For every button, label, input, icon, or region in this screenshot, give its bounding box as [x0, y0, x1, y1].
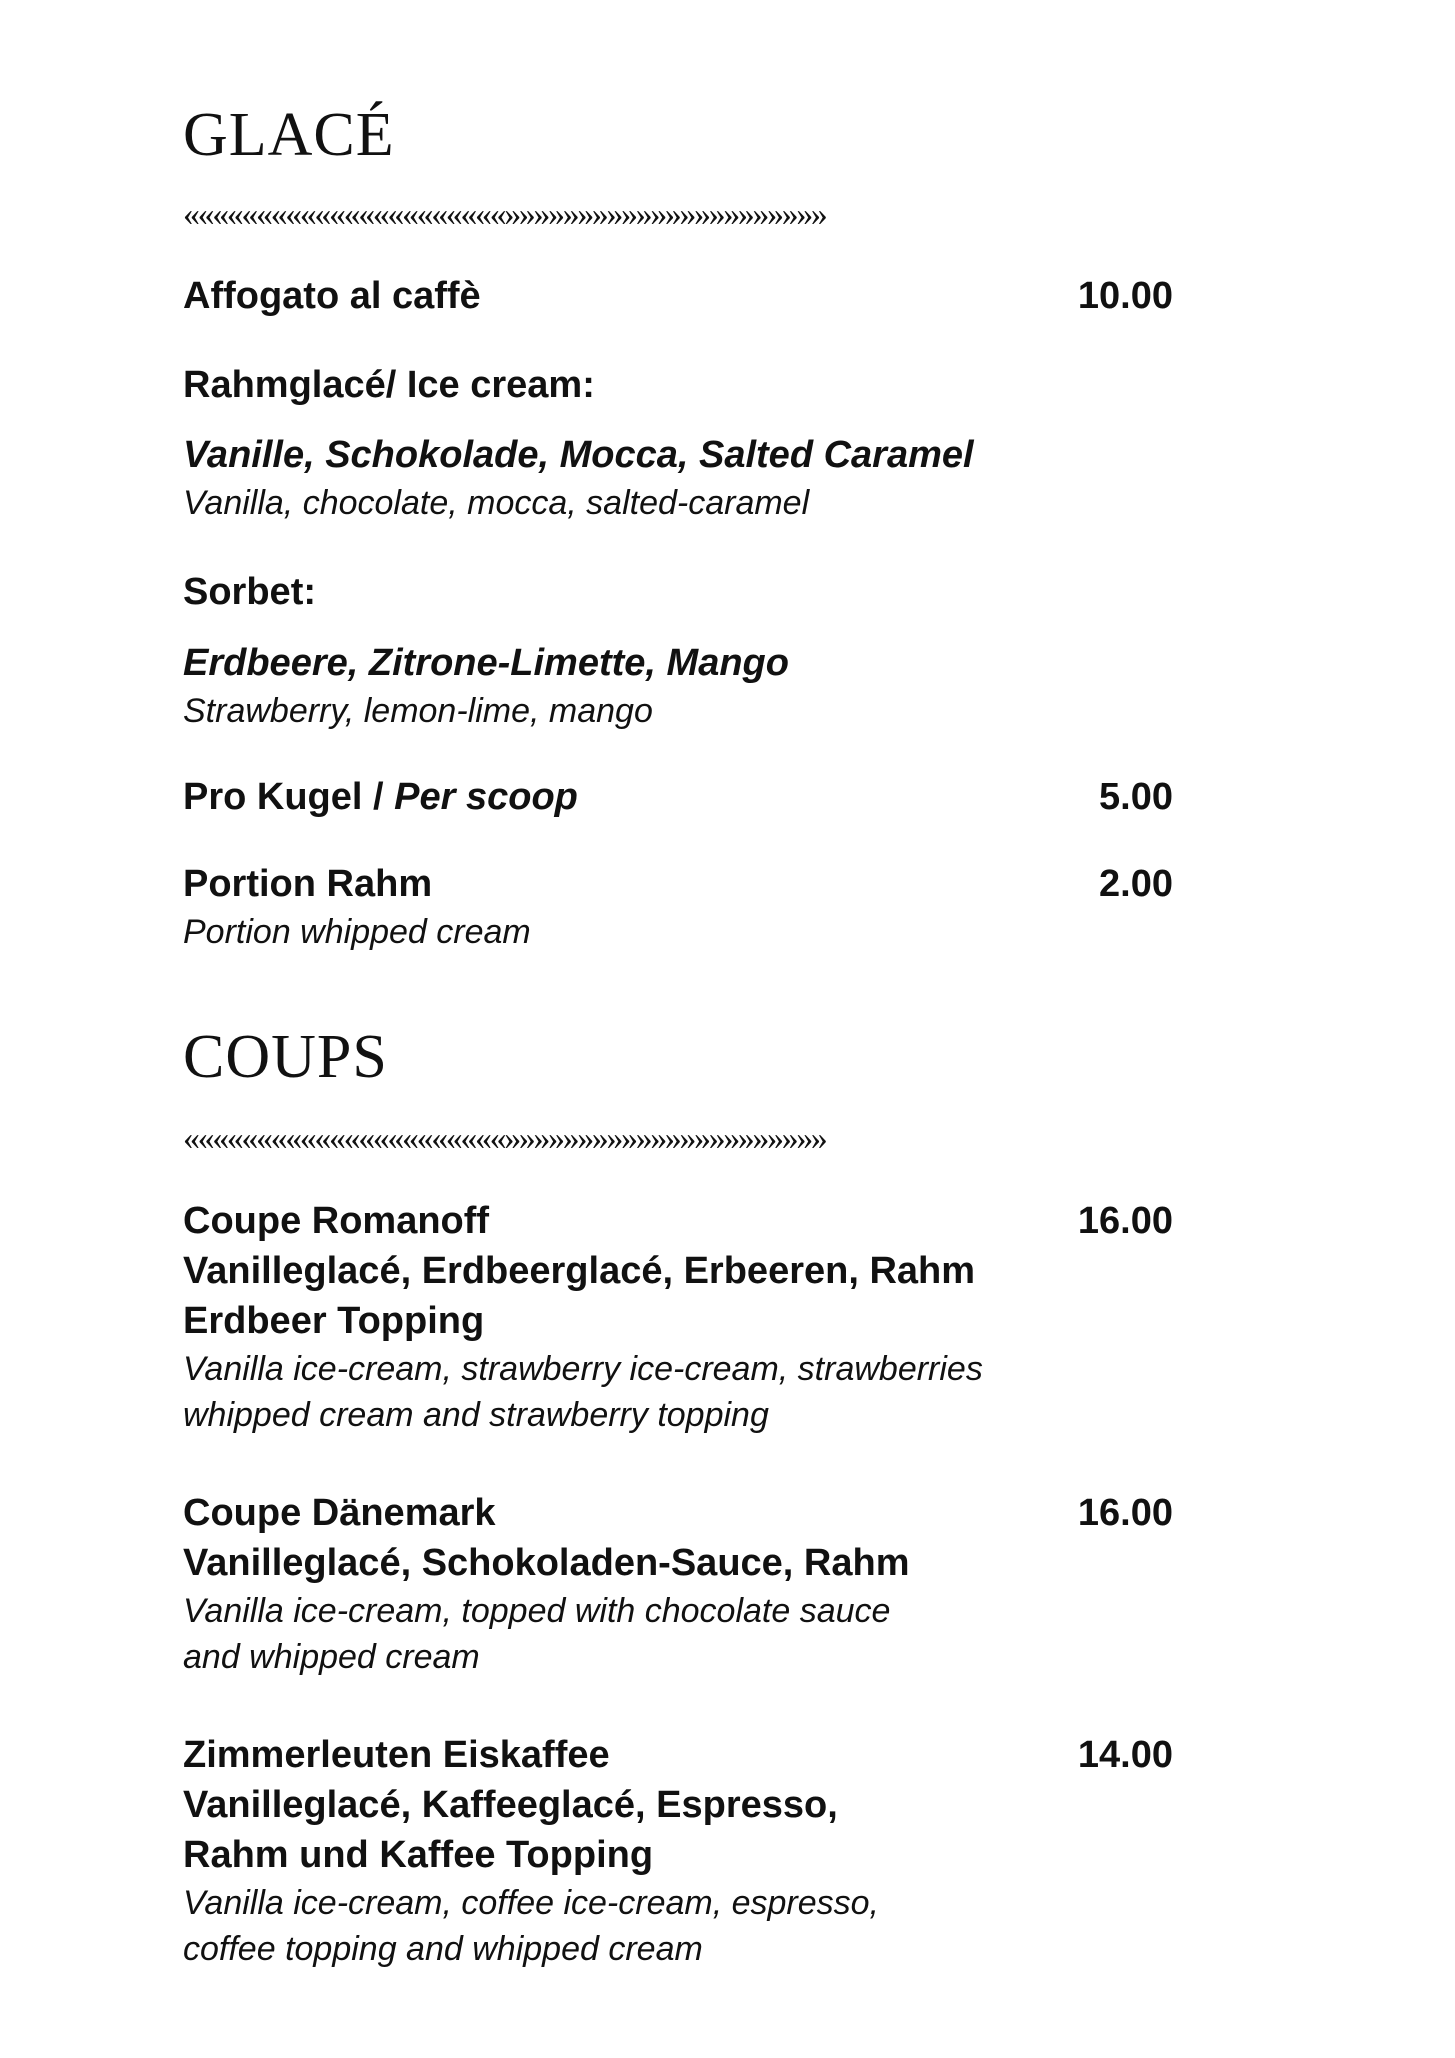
item-name-en: Per scoop [394, 776, 578, 818]
ornamental-divider: ««««««««««««««««««««««»»»»»»»»»»»»»»»»»»»»»» [183, 1120, 826, 1157]
section-title-glace: GLACÉ [183, 101, 395, 169]
item-price: 5.00 [1099, 776, 1173, 818]
item-name: Coupe Dänemark [183, 1492, 496, 1534]
item-name: Coupe Romanoff [183, 1200, 490, 1242]
item-desc-de: Vanilleglacé, Kaffeeglacé, Espresso, [183, 1784, 838, 1826]
item-desc-de: Rahm und Kaffee Topping [183, 1834, 654, 1876]
item-desc: Portion whipped cream [183, 913, 531, 951]
item-desc-de: Vanilleglacé, Schokoladen-Sauce, Rahm [183, 1542, 910, 1584]
item-desc-en: Vanilla ice-cream, strawberry ice-cream, strawberries [183, 1350, 983, 1388]
item-desc-en: Vanilla ice-cream, coffee ice-cream, espresso, [183, 1884, 880, 1922]
sorbet-heading-text: Sorbet: [183, 571, 316, 613]
item-desc-en: Vanilla ice-cream, topped with chocolate sauce [183, 1592, 891, 1630]
sorbet-flavors-en: Strawberry, lemon-lime, mango [183, 692, 653, 730]
item-name-de: Pro Kugel / [183, 776, 395, 818]
menu-item-affogato [183, 271, 1173, 321]
menu-item-per-scoop [183, 772, 1173, 822]
ice-cream-heading-text: Rahmglacé/ Ice cream: [183, 364, 595, 406]
section-title-coups: COUPS [183, 1023, 388, 1091]
item-price: 10.00 [1077, 275, 1173, 317]
menu-item-coupe-daenemark [183, 1488, 1173, 1680]
item-price: 2.00 [1099, 863, 1173, 905]
item-desc-en: whipped cream and strawberry topping [183, 1396, 769, 1434]
item-desc-en: coffee topping and whipped cream [183, 1930, 703, 1968]
item-name: Zimmerleuten Eiskaffee [183, 1734, 610, 1776]
item-desc-de: Erdbeer Topping [183, 1300, 485, 1342]
item-name: Affogato al caffè [183, 275, 481, 317]
menu-item-portion-rahm [183, 859, 1173, 955]
item-name: Portion Rahm [183, 863, 433, 905]
ornamental-divider: ««««««««««««««««««««««»»»»»»»»»»»»»»»»»»»»»» [183, 196, 826, 233]
item-desc-en: and whipped cream [183, 1638, 480, 1676]
item-price: 16.00 [1077, 1492, 1173, 1534]
sorbet-heading [183, 567, 1173, 617]
item-price: 16.00 [1077, 1200, 1173, 1242]
menu-item-coupe-romanoff [183, 1196, 1173, 1438]
item-desc-de: Vanilleglacé, Erdbeerglacé, Erbeeren, Rahm [183, 1250, 976, 1292]
sorbet-flavors-de: Erdbeere, Zitrone-Limette, Mango [183, 642, 789, 684]
ice-cream-flavors-en: Vanilla, chocolate, mocca, salted-caramel [183, 484, 810, 522]
ice-cream-flavors [183, 430, 1173, 526]
ice-cream-heading [183, 360, 1173, 410]
menu-item-zimmerleuten-eiskaffee [183, 1730, 1173, 1972]
item-price: 14.00 [1077, 1734, 1173, 1776]
ice-cream-flavors-de: Vanille, Schokolade, Mocca, Salted Caramel [183, 434, 974, 476]
sorbet-flavors [183, 638, 1173, 734]
